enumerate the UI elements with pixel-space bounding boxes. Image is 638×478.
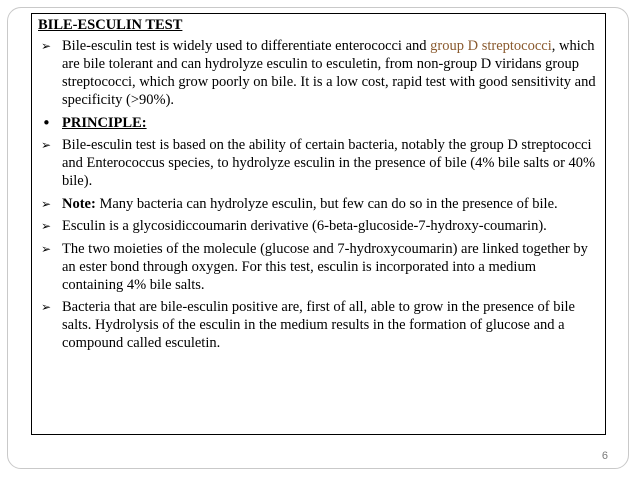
arrow-bullet-icon: ➢ xyxy=(41,39,52,53)
principle-text: Bile-esculin test is based on the ability of certain bacteria, notably the group D streptococci and Enterococcus species, to hydrolyze esculin in the presence of bile (4% bile salts or 40% bile). xyxy=(62,137,596,189)
positive-bacteria-paragraph xyxy=(38,298,599,352)
slide-title: BILE-ESCULIN TEST xyxy=(38,17,183,33)
moieties-text: The two moieties of the molecule (glucose and 7-hydroxycoumarin) are linked together by an ester bond through oxygen. For this test, esculin is incorporated into a medium containing 4% bile salts. xyxy=(62,240,588,293)
arrow-bullet-icon: ➢ xyxy=(41,196,52,211)
principle-paragraph xyxy=(38,136,599,190)
esculin-derivative-paragraph xyxy=(38,217,599,235)
note-text: Many bacteria can hydrolyze esculin, but few can do so in the presence of bile. xyxy=(95,195,558,212)
round-bullet-icon: • xyxy=(42,113,51,132)
arrow-bullet-icon: ➢ xyxy=(41,138,52,152)
positive-bacteria-text: Bacteria that are bile-esculin positive are, first of all, able to grow in the presence of bile salts. Hydrolysis of the esculin in the medium results in the formation of glucose and a compound called esculetin. xyxy=(62,299,575,351)
moieties-paragraph xyxy=(38,240,599,294)
esculin-derivative-text: Esculin is a glycosidiccoumarin derivative (6-beta-glucoside-7-hydroxy-coumarin). xyxy=(62,218,547,234)
principle-heading xyxy=(38,114,599,132)
slide-number: 6 xyxy=(601,450,608,462)
principle-heading-text: PRINCIPLE: xyxy=(62,114,147,131)
intro-text-part1: Bile-esculin test is widely used to differentiate enterococci and xyxy=(62,38,431,54)
note-label: Note: xyxy=(62,195,96,212)
group-d-streptococci-text: group D streptococci xyxy=(430,38,552,54)
note-paragraph xyxy=(38,195,599,213)
intro-text-part2: , which are bile tolerant and can hydrolyze esculin to esculetin, from non-group D viridans group streptococci, which grow poorly on bile. It is a low cost, rapid test with good sensitivity and specificity (>90%). xyxy=(62,38,596,108)
arrow-bullet-icon: ➢ xyxy=(41,219,52,233)
arrow-bullet-icon: ➢ xyxy=(41,241,52,256)
content-box xyxy=(31,13,606,435)
arrow-bullet-icon: ➢ xyxy=(41,300,52,314)
intro-paragraph xyxy=(38,37,599,109)
